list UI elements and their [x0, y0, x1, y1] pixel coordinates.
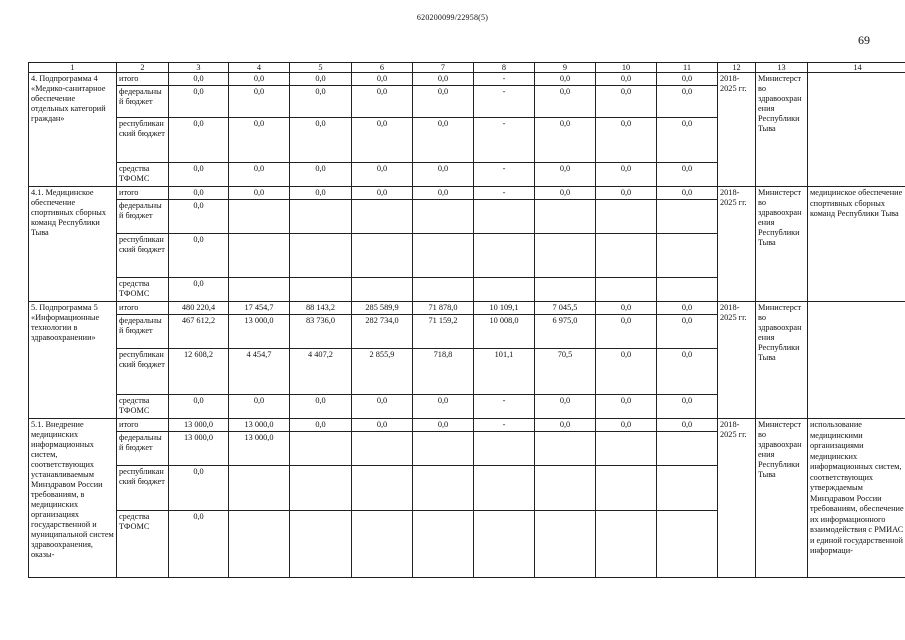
amount-cell: 10 109,1 [474, 302, 535, 315]
column-header: 7 [413, 63, 474, 73]
amount-cell: 0,0 [535, 419, 596, 432]
amount-cell: 0,0 [290, 419, 352, 432]
column-header: 12 [718, 63, 756, 73]
amount-cell: 0,0 [169, 86, 229, 118]
amount-cell [352, 234, 413, 278]
amount-cell: 0,0 [169, 511, 229, 578]
table-row [29, 187, 905, 200]
column-header: 1 [29, 63, 117, 73]
amount-cell [352, 466, 413, 511]
table-row [29, 302, 905, 315]
amount-cell: 71 159,2 [413, 315, 474, 349]
amount-cell: 0,0 [169, 278, 229, 302]
amount-cell: 0,0 [657, 419, 718, 432]
amount-cell: 12 608,2 [169, 349, 229, 395]
amount-cell [596, 511, 657, 578]
amount-cell: 467 612,2 [169, 315, 229, 349]
amount-cell: 0,0 [169, 163, 229, 187]
expected-result: медицинское обеспечение спортивных сборных команд Республики Тыва [808, 187, 905, 302]
amount-cell [229, 234, 290, 278]
amount-cell: 88 143,2 [290, 302, 352, 315]
amount-cell: 0,0 [352, 419, 413, 432]
amount-cell: 0,0 [169, 187, 229, 200]
amount-cell: 0,0 [657, 86, 718, 118]
amount-cell [229, 466, 290, 511]
amount-cell [596, 200, 657, 234]
program-name: 5. Подпрограмма 5 «Информационные технологии в здравоохранении» [29, 302, 117, 419]
amount-cell: 0,0 [596, 187, 657, 200]
amount-cell: 70,5 [535, 349, 596, 395]
funding-source: итого [117, 73, 169, 86]
page-number: 69 [858, 33, 870, 47]
amount-cell: 0,0 [657, 187, 718, 200]
amount-cell: 0,0 [596, 163, 657, 187]
amount-cell: - [474, 73, 535, 86]
program-name: 4. Подпрограмма 4 «Медико-санитарное обеспечение отдельных категорий граждан» [29, 73, 117, 187]
amount-cell: 0,0 [352, 73, 413, 86]
amount-cell [352, 511, 413, 578]
amount-cell: 718,8 [413, 349, 474, 395]
funding-source: итого [117, 302, 169, 315]
expected-result: использование медицинскими организациями медицинских информационных систем, соответствующих утверждаемым Минздравом России требованиям, обеспечение их информационного взаимодействия с РМИАС и единой государственной информаци- [808, 419, 905, 578]
amount-cell [474, 466, 535, 511]
amount-cell: 13 000,0 [169, 432, 229, 466]
amount-cell: 0,0 [596, 118, 657, 163]
amount-cell: 0,0 [657, 395, 718, 419]
funding-source: республиканский бюджет [117, 118, 169, 163]
executor: Министерство здравоохранения Республики Тыва [756, 302, 808, 419]
column-header-row [29, 63, 905, 73]
amount-cell [596, 466, 657, 511]
funding-source: средства ТФОМС [117, 511, 169, 578]
amount-cell: 0,0 [596, 73, 657, 86]
amount-cell: - [474, 395, 535, 419]
amount-cell: 0,0 [413, 419, 474, 432]
amount-cell: 0,0 [413, 118, 474, 163]
amount-cell: 0,0 [535, 395, 596, 419]
amount-cell: 0,0 [596, 395, 657, 419]
amount-cell: 0,0 [657, 315, 718, 349]
funding-source: итого [117, 419, 169, 432]
amount-cell: 0,0 [229, 73, 290, 86]
amount-cell: 282 734,0 [352, 315, 413, 349]
period: 2018-2025 гг. [718, 73, 756, 187]
amount-cell [474, 278, 535, 302]
amount-cell [229, 278, 290, 302]
column-header: 6 [352, 63, 413, 73]
amount-cell: 0,0 [657, 302, 718, 315]
amount-cell: 0,0 [535, 163, 596, 187]
amount-cell: 13 000,0 [229, 315, 290, 349]
amount-cell [596, 234, 657, 278]
period: 2018-2025 гг. [718, 302, 756, 419]
amount-cell [229, 200, 290, 234]
amount-cell [290, 466, 352, 511]
amount-cell: 0,0 [413, 73, 474, 86]
amount-cell: 7 045,5 [535, 302, 596, 315]
period: 2018-2025 гг. [718, 419, 756, 578]
amount-cell: 0,0 [535, 187, 596, 200]
column-header: 8 [474, 63, 535, 73]
amount-cell: 0,0 [290, 187, 352, 200]
amount-cell [657, 200, 718, 234]
amount-cell [229, 511, 290, 578]
funding-source: итого [117, 187, 169, 200]
amount-cell: 4 407,2 [290, 349, 352, 395]
amount-cell: 0,0 [596, 86, 657, 118]
amount-cell [474, 432, 535, 466]
executor: Министерство здравоохранения Республики Тыва [756, 419, 808, 578]
amount-cell: 6 975,0 [535, 315, 596, 349]
amount-cell [413, 200, 474, 234]
amount-cell: 0,0 [169, 73, 229, 86]
amount-cell: 0,0 [229, 118, 290, 163]
amount-cell: 0,0 [290, 86, 352, 118]
amount-cell: 10 008,0 [474, 315, 535, 349]
amount-cell: 0,0 [413, 187, 474, 200]
amount-cell: 0,0 [290, 118, 352, 163]
column-header: 3 [169, 63, 229, 73]
amount-cell: 0,0 [596, 315, 657, 349]
funding-source: федеральный бюджет [117, 432, 169, 466]
amount-cell: 0,0 [535, 86, 596, 118]
amount-cell: 71 878,0 [413, 302, 474, 315]
table-row [29, 73, 905, 86]
amount-cell: - [474, 187, 535, 200]
amount-cell: 0,0 [169, 200, 229, 234]
amount-cell: 0,0 [657, 349, 718, 395]
amount-cell: 0,0 [290, 395, 352, 419]
amount-cell [413, 278, 474, 302]
amount-cell: 0,0 [596, 302, 657, 315]
amount-cell [290, 432, 352, 466]
amount-cell: 0,0 [290, 73, 352, 86]
amount-cell: 0,0 [352, 86, 413, 118]
funding-source: средства ТФОМС [117, 278, 169, 302]
column-header: 4 [229, 63, 290, 73]
amount-cell: 101,1 [474, 349, 535, 395]
funding-source: республиканский бюджет [117, 234, 169, 278]
amount-cell [535, 511, 596, 578]
amount-cell: 0,0 [657, 73, 718, 86]
amount-cell [290, 278, 352, 302]
amount-cell [474, 234, 535, 278]
amount-cell: 0,0 [290, 163, 352, 187]
amount-cell: 83 736,0 [290, 315, 352, 349]
amount-cell [352, 278, 413, 302]
amount-cell: 13 000,0 [229, 419, 290, 432]
program-name: 5.1. Внедрение медицинских информационных систем, соответствующих устанавливаемым Минздравом России требованиям, в медицинских организациях государственной и муниципальной систем здравоохранения, оказы- [29, 419, 117, 578]
amount-cell [535, 432, 596, 466]
amount-cell: 285 589,9 [352, 302, 413, 315]
amount-cell: 13 000,0 [229, 432, 290, 466]
amount-cell: 0,0 [352, 395, 413, 419]
amount-cell [413, 234, 474, 278]
amount-cell: 0,0 [169, 118, 229, 163]
amount-cell: - [474, 118, 535, 163]
expected-result [808, 73, 905, 187]
amount-cell [352, 200, 413, 234]
amount-cell [657, 234, 718, 278]
amount-cell: 0,0 [657, 163, 718, 187]
amount-cell [290, 511, 352, 578]
amount-cell [596, 432, 657, 466]
amount-cell: 0,0 [229, 163, 290, 187]
amount-cell: - [474, 163, 535, 187]
amount-cell: - [474, 86, 535, 118]
amount-cell: 0,0 [352, 163, 413, 187]
amount-cell: 4 454,7 [229, 349, 290, 395]
amount-cell: 0,0 [535, 73, 596, 86]
executor: Министерство здравоохранения Республики Тыва [756, 73, 808, 187]
table-row [29, 419, 905, 432]
amount-cell: 0,0 [229, 187, 290, 200]
amount-cell: 0,0 [413, 86, 474, 118]
document-number: 620200099/22958(5) [416, 13, 489, 22]
column-header: 11 [657, 63, 718, 73]
funding-source: республиканский бюджет [117, 466, 169, 511]
column-header: 14 [808, 63, 905, 73]
funding-source: федеральный бюджет [117, 315, 169, 349]
funding-source: федеральный бюджет [117, 200, 169, 234]
amount-cell: - [474, 419, 535, 432]
amount-cell [535, 278, 596, 302]
period: 2018-2025 гг. [718, 187, 756, 302]
amount-cell: 0,0 [229, 86, 290, 118]
amount-cell [535, 200, 596, 234]
funding-source: республиканский бюджет [117, 349, 169, 395]
amount-cell: 0,0 [169, 395, 229, 419]
amount-cell: 0,0 [596, 419, 657, 432]
amount-cell: 0,0 [169, 466, 229, 511]
amount-cell: 0,0 [657, 118, 718, 163]
amount-cell [657, 278, 718, 302]
column-header: 5 [290, 63, 352, 73]
amount-cell [657, 466, 718, 511]
column-header: 2 [117, 63, 169, 73]
amount-cell: 0,0 [413, 163, 474, 187]
amount-cell: 0,0 [535, 118, 596, 163]
amount-cell [474, 200, 535, 234]
amount-cell: 13 000,0 [169, 419, 229, 432]
amount-cell: 0,0 [413, 395, 474, 419]
program-name: 4.1. Медицинское обеспечение спортивных сборных команд Республики Тыва [29, 187, 117, 302]
amount-cell [413, 466, 474, 511]
amount-cell: 0,0 [352, 187, 413, 200]
executor: Министерство здравоохранения Республики Тыва [756, 187, 808, 302]
amount-cell [413, 511, 474, 578]
column-header: 13 [756, 63, 808, 73]
amount-cell [657, 432, 718, 466]
amount-cell: 480 220,4 [169, 302, 229, 315]
amount-cell: 2 855,9 [352, 349, 413, 395]
amount-cell: 0,0 [352, 118, 413, 163]
amount-cell [474, 511, 535, 578]
amount-cell [535, 234, 596, 278]
amount-cell [657, 511, 718, 578]
amount-cell [290, 234, 352, 278]
amount-cell [352, 432, 413, 466]
amount-cell [596, 278, 657, 302]
amount-cell [535, 466, 596, 511]
amount-cell: 0,0 [596, 349, 657, 395]
amount-cell: 17 454,7 [229, 302, 290, 315]
column-header: 9 [535, 63, 596, 73]
expected-result [808, 302, 905, 419]
budget-table [28, 62, 905, 578]
amount-cell: 0,0 [169, 234, 229, 278]
amount-cell: 0,0 [229, 395, 290, 419]
amount-cell [290, 200, 352, 234]
funding-source: средства ТФОМС [117, 395, 169, 419]
funding-source: средства ТФОМС [117, 163, 169, 187]
funding-source: федеральный бюджет [117, 86, 169, 118]
amount-cell [413, 432, 474, 466]
column-header: 10 [596, 63, 657, 73]
